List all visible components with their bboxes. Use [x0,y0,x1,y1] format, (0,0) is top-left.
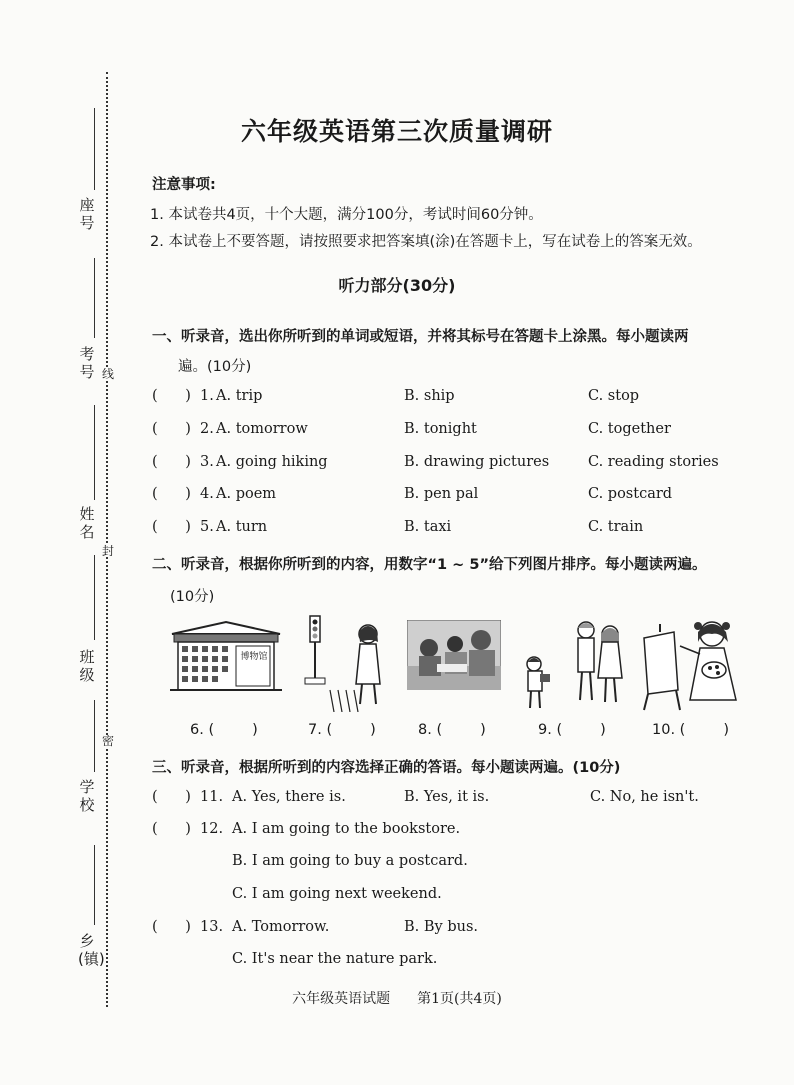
picture-label-7[interactable] [308,722,376,738]
margin-label-class: 班级 [79,648,95,684]
q4-number: 4. [200,486,214,502]
q3-option-b: B. drawing pictures [404,454,550,470]
answer-paren[interactable]: ( ) [152,454,191,470]
margin-line-exam-number [94,258,95,338]
margin-line-school [94,700,95,772]
picture-label-10-text: 10. ( [652,722,686,738]
answer-paren[interactable]: ( ) [152,519,191,535]
part3-instruction: 三、听录音，根据所听到的内容选择正确的答语。每小题读两遍。(10分) [152,760,621,776]
part2-instruction-line2: (10分) [170,589,215,605]
picture-label-6-text: 6. ( [190,722,215,738]
margin-line-class [94,555,95,640]
q5-option-c: C. train [588,519,644,535]
picture-label-7-text: 7. ( [308,722,333,738]
q11-option-b: B. Yes, it is. [404,789,490,805]
picture-label-8[interactable] [418,722,486,738]
q3-option-a: A. going hiking [216,454,328,470]
q1-option-b: B. ship [404,388,455,404]
q1-number: 1. [200,388,214,404]
answer-paren[interactable]: ( ) [152,421,191,437]
picture-label-8-text: 8. ( [418,722,443,738]
q13-option-c: C. It's near the nature park. [232,951,438,967]
q12-option-c: C. I am going next weekend. [232,886,442,902]
close-paren: ) [600,722,606,738]
q4-option-b: B. pen pal [404,486,479,502]
margin-label-township: 乡(镇) [78,932,105,968]
q12-option-a: A. I am going to the bookstore. [232,821,461,837]
note-item-1: 1. 本试卷共4页，十个大题，满分100分，考试时间60分钟。 [150,207,543,223]
q2-number: 2. [200,421,214,437]
q11-number: 11. [200,789,224,805]
cut-mark-seal: 封 [102,544,115,558]
cut-mark-secret: 密 [102,734,115,748]
note-item-2: 2. 本试卷上不要答题，请按照要求把答案填(涂)在答题卡上，写在试卷上的答案无效。 [150,234,702,250]
q5-option-b: B. taxi [404,519,452,535]
notes-heading: 注意事项: [152,177,216,193]
picture-label-6[interactable] [190,722,258,738]
picture-label-10[interactable] [652,722,729,738]
answer-paren[interactable]: ( ) [152,388,191,404]
q4-option-c: C. postcard [588,486,673,502]
margin-label-name: 姓名 [79,505,95,541]
footer-subject: 六年级英语试题 [292,991,391,1007]
q11-option-c: C. No, he isn't. [590,789,699,805]
q1-option-c: C. stop [588,388,640,404]
q11-option-a: A. Yes, there is. [232,789,346,805]
q5-number: 5. [200,519,214,535]
q3-option-c: C. reading stories [588,454,719,470]
answer-paren[interactable]: ( ) [152,486,191,502]
q13-number: 13. [200,919,224,935]
q12-number: 12. [200,821,224,837]
margin-line-township [94,845,95,925]
close-paren: ) [723,722,729,738]
picture-label-9[interactable] [538,722,606,738]
museum-sign-text: 博物馆 [240,652,268,662]
people-photo-image [407,620,501,690]
museum-building-image [170,612,282,712]
close-paren: ) [252,722,258,738]
page-footer [0,988,794,1008]
q2-option-a: A. tomorrow [216,421,308,437]
close-paren: ) [480,722,486,738]
traffic-light-girl-image [300,612,390,712]
margin-line-name [94,405,95,500]
part1-instruction-line1: 一、听录音，选出你所听到的单词或短语，并将其标号在答题卡上涂黑。每小题读两 [152,329,689,345]
footer-page-number: 第1页(共4页) [417,991,502,1007]
answer-paren[interactable]: ( ) [152,821,191,837]
q3-number: 3. [200,454,214,470]
exam-title: 六年级英语第三次质量调研 [240,117,553,146]
q13-option-a: A. Tomorrow. [232,919,330,935]
answer-paren[interactable]: ( ) [152,919,191,935]
close-paren: ) [370,722,376,738]
family-image [520,612,630,712]
cut-mark-line: 线 [102,367,115,381]
picture-label-9-text: 9. ( [538,722,563,738]
q13-option-b: B. By bus. [404,919,479,935]
q5-option-a: A. turn [216,519,268,535]
girl-painting-image [640,612,740,712]
margin-label-school: 学校 [79,778,95,814]
q2-option-b: B. tonight [404,421,477,437]
answer-paren[interactable]: ( ) [152,789,191,805]
section-listening-heading: 听力部分(30分) [338,276,456,295]
margin-label-exam-number: 考号 [79,345,95,381]
margin-label-seat: 座号 [79,196,95,232]
q1-option-a: A. trip [216,388,263,404]
part1-instruction-line2: 遍。(10分) [178,359,252,375]
part2-instruction-line1: 二、听录音，根据你所听到的内容，用数字“1 ~ 5”给下列图片排序。每小题读两遍。 [152,557,707,573]
q4-option-a: A. poem [216,486,277,502]
binding-dotted-line [106,72,108,1007]
q12-option-b: B. I am going to buy a postcard. [232,853,468,869]
q2-option-c: C. together [588,421,671,437]
